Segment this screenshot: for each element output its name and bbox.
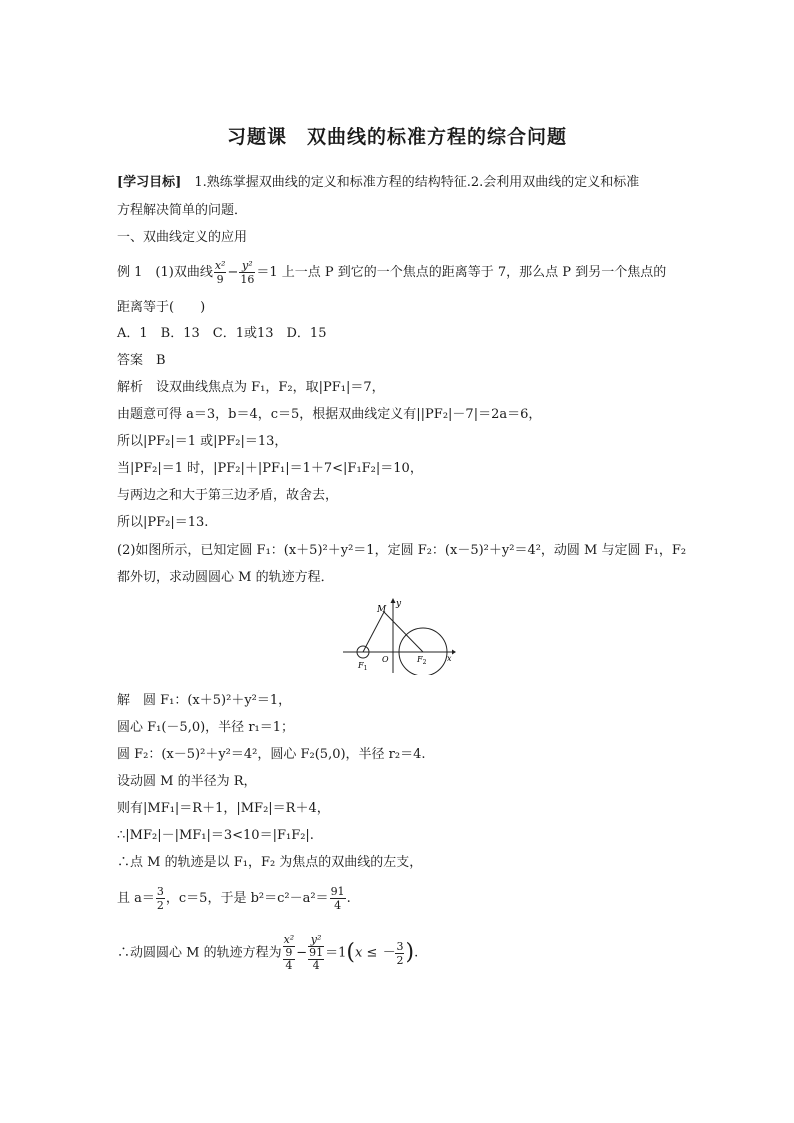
segment-mf2 [384,612,423,652]
solution-1-line: 所以|PF₂|＝1 或|PF₂|＝13， [117,434,288,449]
solution-2-a-line: 且 a＝ $\frac{3}{2}$ ，c＝5，于是 b²＝c²－a²＝ $\frac{91}{4}$ . [117,885,351,912]
part-2-line: 都外切，求动圆圆心 M 的轨迹方程． [117,570,334,585]
learning-goal-label: [学习目标] [117,175,182,190]
fraction-91-over-4: $\frac{91}{4}$ [330,885,345,912]
solution-2-line: 圆 F₂：(x－5)²＋y²＝4²，圆心 F₂(5,0)，半径 r₂＝4. [117,747,426,762]
solution-2-line: 解 圆 F₁：(x＋5)²＋y²＝1， [117,693,292,708]
solution-1-line: 与两边之和大于第三边矛盾，故舍去， [117,488,339,503]
fraction-x2-over-9: $\frac{\text{x²}}{9}$ [214,259,226,286]
fraction-3-over-2: $\frac{3}{2}$ [156,885,164,912]
label-f2: $F_2$ [417,655,427,666]
solution-2-line: ∴|MF₂|－|MF₁|＝3<10＝|F₁F₂|. [117,828,314,843]
fraction-y2-over-16: $\frac{\text{y²}}{16}$ [240,259,255,286]
example-1-text: ＝1 上一点 P 到它的一个焦点的距离等于 7，那么点 P 到另一个焦点的 [256,265,667,280]
solution-2-line: 设动圆 M 的半径为 R， [117,774,257,789]
page-title: 习题课 双曲线的标准方程的综合问题 [226,126,567,148]
label-y: y [396,599,402,609]
learning-goal-line-2: 方程解决简单的问题． [117,203,248,218]
label-o: O [382,655,389,664]
learning-goal-line-1 [117,173,639,193]
solution-2-line: 则有|MF₁|＝R＋1，|MF₂|＝R＋4， [117,801,330,816]
compound-fraction-x: x² 9 4 [283,933,295,972]
solution-1-line: 当|PF₂|＝1 时，|PF₂|＋|PF₁|＝1＋7<|F₁F₂|＝10， [117,461,423,476]
solution-1-line: 由题意可得 a＝3，b＝4，c＝5，根据双曲线定义有||PF₂|－7|＝2a＝6， [117,407,542,422]
part-2-line: (2)如图所示，已知定圆 F₁：(x＋5)²＋y²＝1，定圆 F₂：(x－5)²＋y²＝4²，动圆 M 与定圆 F₁，F₂ [117,543,687,558]
example-1-options: A．1 B．13 C．1或13 D．15 [117,326,327,341]
learning-goal-text-1: 1.熟练掌握双曲线的定义和标准方程的结构特征.2.会利用双曲线的定义和标准 [181,175,640,190]
example-1-label: 例 1 (1)双曲线 [117,265,213,280]
solution-1-line: 解析 设双曲线焦点为 F₁，F₂，取|PF₁|＝7， [117,380,385,395]
y-axis-arrow [391,598,396,603]
solution-2-line: 圆心 F₁(－5,0)，半径 r₁＝1； [117,720,295,735]
fraction-3-over-2-condition: $\frac{3}{2}$ [396,939,404,967]
example-1-line-1: 例 1 (1)双曲线 $\frac{\text{x²}}{9}$ − $\frac{\text{y²}}{16}$ ＝1 上一点 P 到它的一个焦点的距离等于 7，那么点 P 到另一个焦点的 [117,259,667,286]
segment-mf1 [363,612,384,652]
label-m: M [377,605,387,615]
example-1-line-2: 距离等于( ) [117,300,206,315]
label-x: x [447,654,452,663]
example-1-answer: 答案 B [117,353,166,368]
section-heading: 一、双曲线定义的应用 [117,230,248,245]
final-equation-line: ∴动圆圆心 M 的轨迹方程为 x² 9 4 − y² 91 4 ＝1(x ≤ － $\frac{3}{2}$ ). [117,933,419,972]
label-f1: $F_1$ [358,661,368,672]
circles-figure [340,595,460,675]
solution-2-line: ∴点 M 的轨迹是以 F₁，F₂ 为焦点的双曲线的左支， [117,855,423,870]
compound-fraction-y: y² 91 4 [309,933,324,972]
solution-1-line: 所以|PF₂|＝13. [117,515,209,530]
x-axis-arrow [452,650,456,655]
